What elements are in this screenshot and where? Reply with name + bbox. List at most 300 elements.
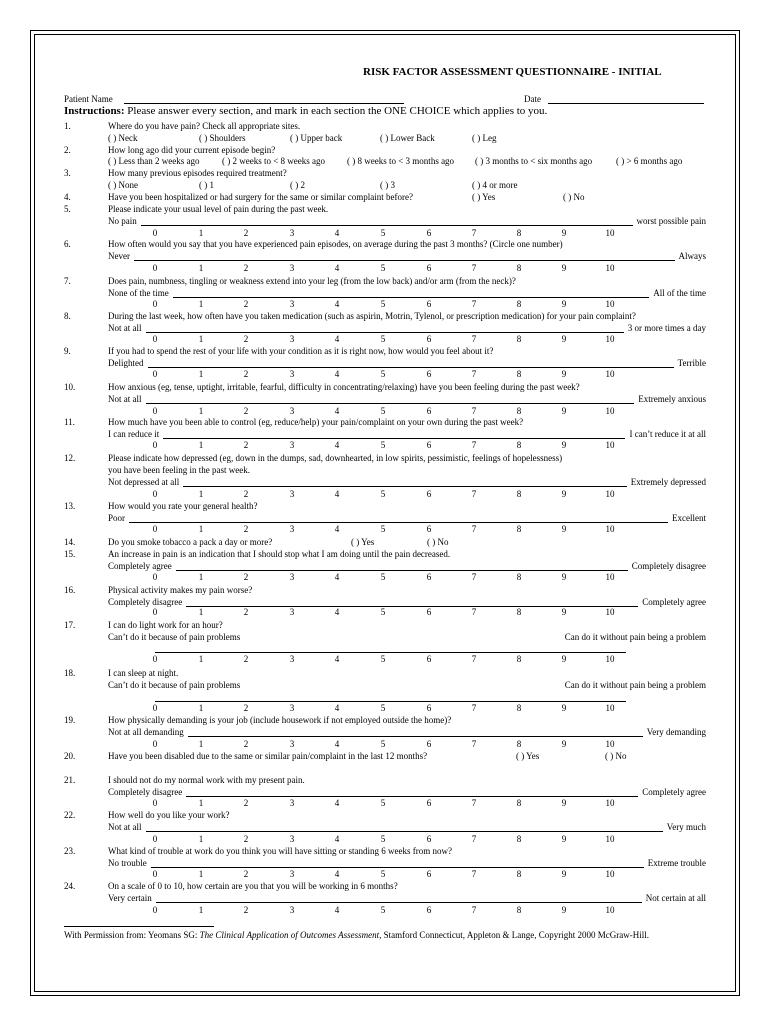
scale-number[interactable]: 5 <box>380 834 386 844</box>
scale-left-anchor: Not depressed at all <box>108 477 180 487</box>
scale-number[interactable]: 8 <box>516 739 522 749</box>
scale-number[interactable]: 6 <box>426 263 432 273</box>
scale-number[interactable]: 6 <box>426 607 432 617</box>
scale-number[interactable]: 1 <box>198 440 204 450</box>
footer-suffix: Stamford Connecticut, Appleton & Lange, Copyright 2000 McGraw-Hill. <box>381 930 650 940</box>
question-text: What kind of trouble at work do you think you will have sitting or standing 6 weeks from now? <box>108 846 452 856</box>
scale-number[interactable]: 3 <box>289 406 295 416</box>
scale-number[interactable]: 3 <box>289 440 295 450</box>
answer-option[interactable]: ( ) Yes <box>472 192 496 202</box>
question-text: How would you rate your general health? <box>108 501 258 511</box>
patient-name-field[interactable] <box>124 103 404 104</box>
instructions-text: Please answer every section, and mark in each section the ONE CHOICE which applies to you. <box>127 105 548 117</box>
answer-option[interactable]: ( ) Less than 2 weeks ago <box>108 156 200 166</box>
scale-number[interactable]: 8 <box>516 406 522 416</box>
scale-number[interactable]: 6 <box>426 654 432 664</box>
scale-number[interactable]: 0 <box>152 524 158 534</box>
scale-number[interactable]: 8 <box>516 369 522 379</box>
scale-number[interactable]: 4 <box>334 489 340 499</box>
scale-number[interactable]: 6 <box>426 489 432 499</box>
scale-number[interactable]: 3 <box>289 607 295 617</box>
scale-number[interactable]: 1 <box>198 406 204 416</box>
scale-number[interactable]: 9 <box>561 489 567 499</box>
scale-number[interactable]: 5 <box>380 607 386 617</box>
answer-option[interactable]: ( ) No <box>605 751 627 761</box>
scale-number[interactable]: 5 <box>380 572 386 582</box>
question-text: How much have you been able to control (eg, reduce/help) your pain/complaint on your own during the past week? <box>108 417 524 427</box>
scale-number[interactable]: 8 <box>516 572 522 582</box>
scale-number[interactable]: 5 <box>380 334 386 344</box>
scale-number[interactable]: 9 <box>561 524 567 534</box>
answer-option[interactable]: ( ) 4 or more <box>472 180 518 190</box>
date-label: Date <box>524 94 541 104</box>
scale-number[interactable]: 1 <box>198 869 204 879</box>
question-text: Please indicate how depressed (eg, down in the dumps, sad, downhearted, in low spirits, pessimistic, feelings of hopelessness) <box>108 453 563 463</box>
scale-number[interactable]: 1 <box>198 834 204 844</box>
scale-line[interactable] <box>183 486 627 487</box>
answer-option[interactable]: ( ) 2 weeks to < 8 weeks ago <box>222 156 326 166</box>
footer-rule <box>64 926 214 927</box>
scale-line[interactable] <box>155 652 626 653</box>
scale-number[interactable]: 1 <box>198 905 204 915</box>
scale-number[interactable]: 6 <box>426 869 432 879</box>
question-text: An increase in pain is an indication that I should stop what I am doing until the pain decreased. <box>108 549 451 559</box>
scale-number[interactable]: 1 <box>198 299 204 309</box>
question-number: 15. <box>64 549 76 559</box>
scale-number[interactable]: 0 <box>152 905 158 915</box>
scale-number[interactable]: 7 <box>471 406 477 416</box>
scale-number[interactable]: 8 <box>516 654 522 664</box>
scale-number[interactable]: 4 <box>334 798 340 808</box>
scale-number[interactable]: 10 <box>605 905 615 915</box>
scale-number[interactable]: 10 <box>605 834 615 844</box>
scale-number[interactable]: 6 <box>426 703 432 713</box>
scale-number[interactable]: 3 <box>289 798 295 808</box>
scale-number[interactable]: 9 <box>561 607 567 617</box>
scale-line[interactable] <box>146 403 635 404</box>
question-number: 23. <box>64 846 76 856</box>
scale-right-anchor: Very much <box>666 822 706 832</box>
scale-number[interactable]: 1 <box>198 572 204 582</box>
scale-number[interactable]: 7 <box>471 299 477 309</box>
scale-number[interactable]: 1 <box>198 607 204 617</box>
scale-number[interactable]: 7 <box>471 869 477 879</box>
scale-number[interactable]: 5 <box>380 798 386 808</box>
scale-number[interactable]: 7 <box>471 334 477 344</box>
scale-number[interactable]: 2 <box>243 406 249 416</box>
question-number: 13. <box>64 501 76 511</box>
scale-number[interactable]: 10 <box>605 607 615 617</box>
question-text: How often would you say that you have experienced pain episodes, on average during the past 3 months? (Circle one number) <box>108 239 563 249</box>
scale-number[interactable]: 9 <box>561 739 567 749</box>
scale-number[interactable]: 6 <box>426 228 432 238</box>
answer-option[interactable]: ( ) Leg <box>472 133 497 143</box>
scale-number[interactable]: 8 <box>516 869 522 879</box>
scale-number[interactable]: 4 <box>334 406 340 416</box>
scale-left-anchor: Completely disagree <box>108 787 183 797</box>
scale-number[interactable]: 4 <box>334 299 340 309</box>
scale-number[interactable]: 2 <box>243 739 249 749</box>
scale-number[interactable]: 8 <box>516 334 522 344</box>
scale-line[interactable] <box>155 701 626 702</box>
scale-number[interactable]: 4 <box>334 607 340 617</box>
scale-number[interactable]: 5 <box>380 654 386 664</box>
scale-number[interactable]: 8 <box>516 489 522 499</box>
scale-number[interactable]: 10 <box>605 869 615 879</box>
scale-line[interactable] <box>156 902 642 903</box>
scale-number[interactable]: 1 <box>198 654 204 664</box>
scale-number[interactable]: 1 <box>198 263 204 273</box>
answer-option[interactable]: ( ) 2 <box>290 180 305 190</box>
question-text: Have you been hospitalized or had surgery for the same or similar complaint before? <box>108 192 413 202</box>
scale-number[interactable]: 3 <box>289 654 295 664</box>
scale-number[interactable]: 2 <box>243 572 249 582</box>
scale-number[interactable]: 5 <box>380 299 386 309</box>
scale-number[interactable]: 2 <box>243 524 249 534</box>
scale-number[interactable]: 2 <box>243 834 249 844</box>
scale-right-anchor: Excellent <box>672 513 706 523</box>
scale-line[interactable] <box>151 867 644 868</box>
question-text: I can do light work for an hour? <box>108 620 223 630</box>
scale-number[interactable]: 4 <box>334 369 340 379</box>
scale-number[interactable]: 6 <box>426 334 432 344</box>
scale-number[interactable]: 5 <box>380 703 386 713</box>
answer-option[interactable]: ( ) No <box>427 537 449 547</box>
scale-number[interactable]: 3 <box>289 228 295 238</box>
scale-number[interactable]: 9 <box>561 299 567 309</box>
footer-citation <box>64 929 714 941</box>
scale-number[interactable]: 4 <box>334 263 340 273</box>
question-number: 4. <box>64 192 71 202</box>
scale-number[interactable]: 7 <box>471 654 477 664</box>
scale-number[interactable]: 2 <box>243 369 249 379</box>
scale-line[interactable] <box>176 570 628 571</box>
question-text: Do you smoke tobacco a pack a day or more? <box>108 537 273 547</box>
scale-right-anchor: 3 or more times a day <box>627 323 706 333</box>
scale-number[interactable]: 7 <box>471 440 477 450</box>
scale-number[interactable]: 7 <box>471 489 477 499</box>
scale-number[interactable]: 4 <box>334 654 340 664</box>
scale-number[interactable]: 0 <box>152 739 158 749</box>
patient-name-label: Patient Name <box>64 94 113 104</box>
scale-number[interactable]: 1 <box>198 798 204 808</box>
scale-right-anchor: Completely agree <box>642 787 706 797</box>
scale-number[interactable]: 9 <box>561 703 567 713</box>
scale-number[interactable]: 3 <box>289 739 295 749</box>
scale-line[interactable] <box>163 438 625 439</box>
scale-number[interactable]: 4 <box>334 869 340 879</box>
scale-line[interactable] <box>134 260 675 261</box>
scale-line[interactable] <box>148 367 674 368</box>
scale-number[interactable]: 5 <box>380 440 386 450</box>
scale-number[interactable]: 2 <box>243 703 249 713</box>
date-field[interactable] <box>548 103 704 104</box>
answer-option[interactable]: ( ) None <box>108 180 138 190</box>
scale-number[interactable]: 4 <box>334 228 340 238</box>
answer-option[interactable]: ( ) 3 months to < six months ago <box>475 156 593 166</box>
scale-number[interactable]: 8 <box>516 228 522 238</box>
scale-number[interactable]: 2 <box>243 334 249 344</box>
scale-number[interactable]: 4 <box>334 524 340 534</box>
scale-number[interactable]: 4 <box>334 834 340 844</box>
answer-option[interactable]: ( ) 1 <box>199 180 214 190</box>
scale-number[interactable]: 1 <box>198 739 204 749</box>
scale-number[interactable]: 2 <box>243 489 249 499</box>
scale-number[interactable]: 7 <box>471 905 477 915</box>
scale-number[interactable]: 3 <box>289 263 295 273</box>
scale-number[interactable]: 7 <box>471 228 477 238</box>
scale-number[interactable]: 3 <box>289 369 295 379</box>
scale-number[interactable]: 3 <box>289 524 295 534</box>
scale-number[interactable]: 9 <box>561 572 567 582</box>
scale-number[interactable]: 8 <box>516 263 522 273</box>
scale-number[interactable]: 1 <box>198 489 204 499</box>
scale-number[interactable]: 10 <box>605 798 615 808</box>
answer-option[interactable]: ( ) 3 <box>380 180 395 190</box>
scale-number[interactable]: 6 <box>426 572 432 582</box>
answer-option[interactable]: ( ) > 6 months ago <box>616 156 683 166</box>
scale-right-anchor: Not certain at all <box>645 893 706 903</box>
scale-number[interactable]: 2 <box>243 263 249 273</box>
scale-number[interactable]: 4 <box>334 334 340 344</box>
scale-number[interactable]: 4 <box>334 572 340 582</box>
scale-number[interactable]: 0 <box>152 440 158 450</box>
scale-number[interactable]: 5 <box>380 524 386 534</box>
scale-number[interactable]: 0 <box>152 607 158 617</box>
scale-number[interactable]: 5 <box>380 905 386 915</box>
scale-number[interactable]: 10 <box>605 489 615 499</box>
scale-number[interactable]: 6 <box>426 905 432 915</box>
scale-number[interactable]: 6 <box>426 406 432 416</box>
scale-number[interactable]: 10 <box>605 263 615 273</box>
scale-number[interactable]: 10 <box>605 406 615 416</box>
scale-number[interactable]: 5 <box>380 869 386 879</box>
footer-prefix: With Permission from: Yeomans SG: <box>64 930 200 940</box>
question-text: How anxious (eg, tense, uptight, irritable, fearful, difficulty in concentrating/relaxing) have you been feeling during the past week? <box>108 382 580 392</box>
scale-number[interactable]: 7 <box>471 369 477 379</box>
scale-number[interactable]: 9 <box>561 798 567 808</box>
scale-number[interactable]: 8 <box>516 798 522 808</box>
scale-number[interactable]: 0 <box>152 654 158 664</box>
scale-number[interactable]: 7 <box>471 263 477 273</box>
answer-option[interactable]: ( ) No <box>563 192 585 202</box>
answer-option[interactable]: ( ) Upper back <box>290 133 343 143</box>
scale-number[interactable]: 10 <box>605 524 615 534</box>
question-number: 22. <box>64 810 76 820</box>
scale-number[interactable]: 10 <box>605 440 615 450</box>
scale-number[interactable]: 0 <box>152 869 158 879</box>
scale-right-anchor: All of the time <box>653 288 706 298</box>
scale-number[interactable]: 0 <box>152 263 158 273</box>
question-number: 8. <box>64 311 71 321</box>
scale-left-anchor: Not at all <box>108 323 142 333</box>
answer-option[interactable]: ( ) Yes <box>516 751 540 761</box>
scale-number[interactable]: 7 <box>471 703 477 713</box>
scale-number[interactable]: 6 <box>426 798 432 808</box>
scale-left-anchor: No pain <box>108 216 137 226</box>
scale-line[interactable] <box>129 522 668 523</box>
question-number: 12. <box>64 453 76 463</box>
question-text: On a scale of 0 to 10, how certain are you that you will be working in 6 months? <box>108 881 398 891</box>
scale-number[interactable]: 1 <box>198 703 204 713</box>
question-number: 17. <box>64 620 76 630</box>
scale-number[interactable]: 5 <box>380 739 386 749</box>
scale-number[interactable]: 9 <box>561 905 567 915</box>
scale-number[interactable]: 0 <box>152 406 158 416</box>
scale-number[interactable]: 4 <box>334 703 340 713</box>
page-title: RISK FACTOR ASSESSMENT QUESTIONNAIRE - INITIAL <box>363 66 662 78</box>
scale-number[interactable]: 7 <box>471 607 477 617</box>
scale-number[interactable]: 2 <box>243 607 249 617</box>
answer-option[interactable]: ( ) Lower Back <box>380 133 435 143</box>
scale-number[interactable]: 9 <box>561 440 567 450</box>
scale-number[interactable]: 3 <box>289 703 295 713</box>
scale-line[interactable] <box>188 736 643 737</box>
scale-number[interactable]: 0 <box>152 572 158 582</box>
scale-line[interactable] <box>146 332 624 333</box>
scale-left-anchor: Very certain <box>108 893 152 903</box>
scale-right-anchor: Can do it without pain being a problem <box>564 632 706 642</box>
scale-number[interactable]: 8 <box>516 703 522 713</box>
scale-number[interactable]: 3 <box>289 905 295 915</box>
answer-option[interactable]: ( ) Yes <box>351 537 375 547</box>
scale-number[interactable]: 6 <box>426 299 432 309</box>
scale-number[interactable]: 5 <box>380 369 386 379</box>
scale-number[interactable]: 7 <box>471 524 477 534</box>
scale-number[interactable]: 10 <box>605 369 615 379</box>
scale-number[interactable]: 8 <box>516 905 522 915</box>
scale-number[interactable]: 9 <box>561 369 567 379</box>
scale-number[interactable]: 0 <box>152 798 158 808</box>
scale-right-anchor: Very demanding <box>646 727 706 737</box>
answer-option[interactable]: ( ) Shoulders <box>199 133 246 143</box>
scale-number[interactable]: 0 <box>152 489 158 499</box>
scale-number[interactable]: 6 <box>426 739 432 749</box>
scale-left-anchor: Not at all demanding <box>108 727 184 737</box>
question-text: How many previous episodes required treatment? <box>108 168 287 178</box>
scale-number[interactable]: 10 <box>605 572 615 582</box>
scale-number[interactable]: 1 <box>198 524 204 534</box>
scale-number[interactable]: 7 <box>471 834 477 844</box>
scale-line[interactable] <box>146 831 663 832</box>
scale-number[interactable]: 2 <box>243 228 249 238</box>
scale-number[interactable]: 5 <box>380 263 386 273</box>
scale-number[interactable]: 0 <box>152 299 158 309</box>
scale-number[interactable]: 0 <box>152 334 158 344</box>
scale-number[interactable]: 9 <box>561 654 567 664</box>
scale-number[interactable]: 10 <box>605 299 615 309</box>
scale-line[interactable] <box>186 606 638 607</box>
scale-number[interactable]: 5 <box>380 406 386 416</box>
scale-number[interactable]: 9 <box>561 263 567 273</box>
answer-option[interactable]: ( ) Neck <box>108 133 138 143</box>
scale-number[interactable]: 8 <box>516 607 522 617</box>
scale-number[interactable]: 3 <box>289 572 295 582</box>
scale-number[interactable]: 10 <box>605 739 615 749</box>
question-number: 16. <box>64 585 76 595</box>
scale-left-anchor: Can’t do it because of pain problems <box>108 632 241 642</box>
scale-number[interactable]: 10 <box>605 703 615 713</box>
scale-number[interactable]: 6 <box>426 440 432 450</box>
answer-option[interactable]: ( ) 8 weeks to < 3 months ago <box>347 156 455 166</box>
scale-number[interactable]: 0 <box>152 703 158 713</box>
scale-number[interactable]: 4 <box>334 440 340 450</box>
scale-number[interactable]: 9 <box>561 406 567 416</box>
question-text: Please indicate your usual level of pain during the past week. <box>108 204 329 214</box>
scale-number[interactable]: 1 <box>198 334 204 344</box>
question-number: 9. <box>64 346 71 356</box>
scale-number[interactable]: 8 <box>516 440 522 450</box>
question-number: 19. <box>64 715 76 725</box>
scale-number[interactable]: 10 <box>605 334 615 344</box>
scale-number[interactable]: 3 <box>289 834 295 844</box>
question-number: 2. <box>64 145 71 155</box>
scale-line[interactable] <box>173 297 650 298</box>
scale-left-anchor: None of the time <box>108 288 169 298</box>
scale-number[interactable]: 9 <box>561 228 567 238</box>
scale-number[interactable]: 2 <box>243 905 249 915</box>
scale-right-anchor: I can’t reduce it at all <box>629 429 706 439</box>
scale-number[interactable]: 6 <box>426 524 432 534</box>
scale-number[interactable]: 3 <box>289 489 295 499</box>
scale-number[interactable]: 7 <box>471 798 477 808</box>
scale-number[interactable]: 4 <box>334 905 340 915</box>
scale-number[interactable]: 1 <box>198 369 204 379</box>
scale-number[interactable]: 5 <box>380 228 386 238</box>
scale-left-anchor: Completely disagree <box>108 597 183 607</box>
scale-number[interactable]: 7 <box>471 572 477 582</box>
scale-number[interactable]: 0 <box>152 369 158 379</box>
scale-number[interactable]: 6 <box>426 834 432 844</box>
scale-number[interactable]: 0 <box>152 834 158 844</box>
scale-number[interactable]: 9 <box>561 869 567 879</box>
scale-number[interactable]: 2 <box>243 299 249 309</box>
scale-line[interactable] <box>186 796 638 797</box>
question-text: Does pain, numbness, tingling or weakness extend into your leg (from the low back) and/or arm (from the neck)? <box>108 276 516 286</box>
scale-number[interactable]: 7 <box>471 739 477 749</box>
question-number: 21. <box>64 775 76 785</box>
question-text: How long ago did your current episode begin? <box>108 145 276 155</box>
scale-number[interactable]: 8 <box>516 299 522 309</box>
instructions <box>64 106 547 117</box>
scale-number[interactable]: 9 <box>561 834 567 844</box>
scale-number[interactable]: 6 <box>426 369 432 379</box>
scale-number[interactable]: 0 <box>152 228 158 238</box>
scale-line[interactable] <box>141 225 633 226</box>
scale-number[interactable]: 4 <box>334 739 340 749</box>
scale-right-anchor: Extremely depressed <box>630 477 706 487</box>
scale-number[interactable]: 5 <box>380 489 386 499</box>
question-number: 1. <box>64 121 71 131</box>
scale-number[interactable]: 10 <box>605 228 615 238</box>
question-number: 14. <box>64 537 76 547</box>
scale-number[interactable]: 2 <box>243 798 249 808</box>
scale-number[interactable]: 9 <box>561 334 567 344</box>
question-text: How well do you like your work? <box>108 810 230 820</box>
scale-number[interactable]: 3 <box>289 334 295 344</box>
scale-number[interactable]: 8 <box>516 834 522 844</box>
scale-number[interactable]: 3 <box>289 299 295 309</box>
scale-number[interactable]: 2 <box>243 869 249 879</box>
scale-number[interactable]: 8 <box>516 524 522 534</box>
footer-title: The Clinical Application of Outcomes Assessment, <box>199 930 382 940</box>
scale-number[interactable]: 10 <box>605 654 615 664</box>
scale-number[interactable]: 1 <box>198 228 204 238</box>
scale-number[interactable]: 3 <box>289 869 295 879</box>
scale-number[interactable]: 2 <box>243 440 249 450</box>
scale-right-anchor: Can do it without pain being a problem <box>564 680 706 690</box>
scale-number[interactable]: 2 <box>243 654 249 664</box>
